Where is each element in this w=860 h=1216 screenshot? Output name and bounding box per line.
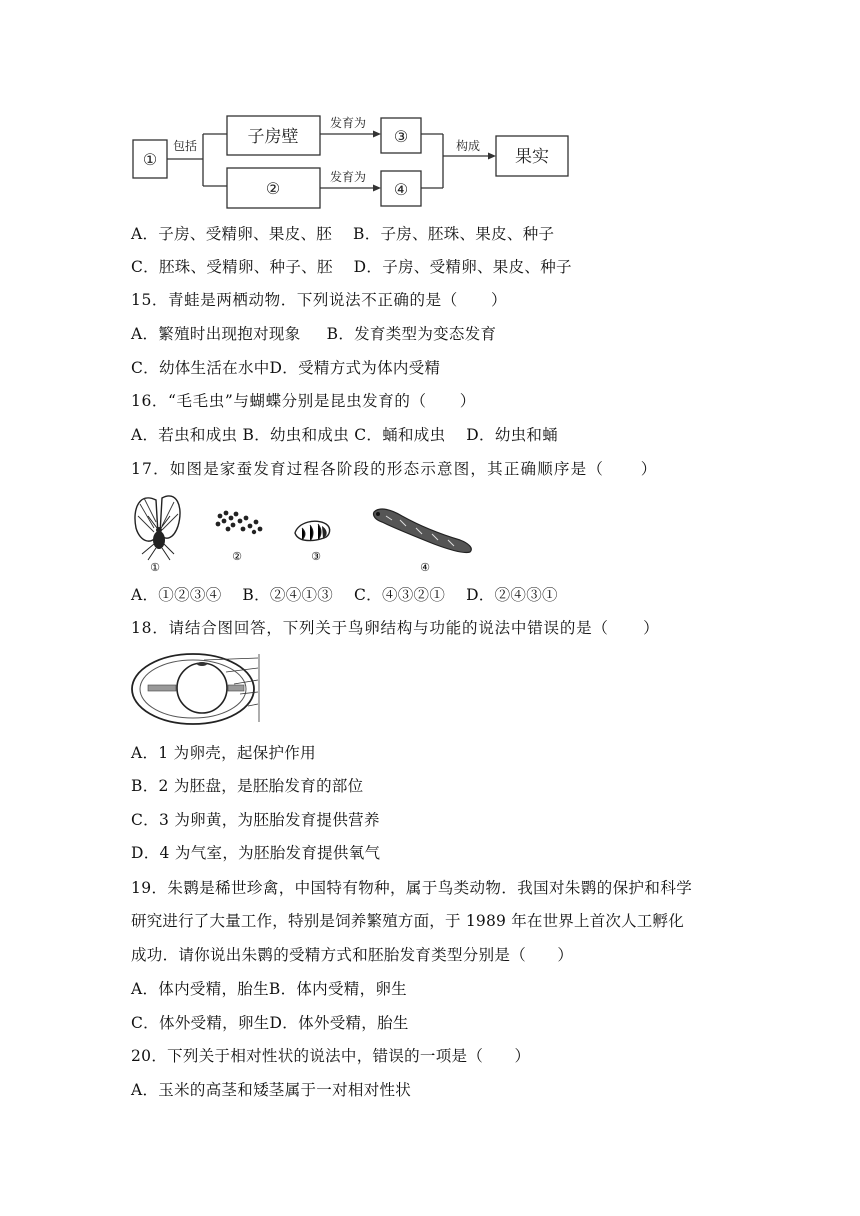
fruit-formation-diagram xyxy=(128,112,573,212)
q17-stem: 17．如图是家蚕发育过程各阶段的形态示意图，其正确顺序是（ ） xyxy=(131,460,658,478)
q18-option-c: C．3 为卵黄，为胚胎发育提供营养 xyxy=(131,811,380,829)
diagram-label-ovary-wall: 子房壁 xyxy=(247,127,299,147)
diagram-label-develops-a: 发育为 xyxy=(329,116,367,130)
q15-options-ab: A．繁殖时出现抱对现象 B．发育类型为变态发育 xyxy=(131,325,497,343)
diagram-label-4: ④ xyxy=(393,180,409,199)
diagram-label-3: ③ xyxy=(393,127,409,146)
q14-options-cd: C．胚珠、受精卵、种子、胚 D．子房、受精卵、果皮、种子 xyxy=(131,258,572,276)
q19-stem-line1: 19．朱鹮是稀世珍禽，中国特有物种，属于鸟类动物．我国对朱鹮的保护和科学 xyxy=(131,879,693,897)
q19-options-ab: A．体内受精，胎生B．体内受精，卵生 xyxy=(131,980,407,998)
q18-option-d: D．4 为气室，为胚胎发育提供氧气 xyxy=(131,844,381,862)
moth-icon xyxy=(135,496,180,560)
figure-label-3: ③ xyxy=(311,550,321,563)
eggs-icon xyxy=(216,511,263,535)
diagram-label-develops-b: 发育为 xyxy=(329,170,367,184)
diagram-label-includes: 包括 xyxy=(172,139,198,153)
q18-option-b: B．2 为胚盘，是胚胎发育的部位 xyxy=(131,777,364,795)
diagram-label-forms: 构成 xyxy=(455,139,481,153)
diagram-label-fruit: 果实 xyxy=(515,147,549,167)
bird-egg-figure xyxy=(130,650,270,730)
figure-label-1: ① xyxy=(150,561,160,574)
q18-option-a: A．1 为卵壳，起保护作用 xyxy=(131,744,316,762)
q14-options-ab: A．子房、受精卵、果皮、胚 B．子房、胚珠、果皮、种子 xyxy=(131,225,555,243)
q19-stem-line2: 研究进行了大量工作，特别是饲养繁殖方面，于 1989 年在世界上首次人工孵化 xyxy=(131,912,684,930)
q16-options: A．若虫和成虫 B．幼虫和成虫 C．蛹和成虫 D．幼虫和蛹 xyxy=(131,426,559,444)
larva-icon xyxy=(373,509,471,552)
q18-stem: 18．请结合图回答，下列关于鸟卵结构与功能的说法中错误的是（ ） xyxy=(131,619,660,637)
q15-stem: 15．青蛙是两栖动物．下列说法不正确的是（ ） xyxy=(131,291,508,309)
q19-options-cd: C．体外受精，卵生D．体外受精，胎生 xyxy=(131,1014,409,1032)
pupa-icon xyxy=(295,521,330,541)
q16-stem: 16．“毛毛虫”与蝴蝶分别是昆虫发育的（ ） xyxy=(131,392,476,410)
figure-label-4: ④ xyxy=(420,561,430,574)
q20-stem: 20．下列关于相对性状的说法中，错误的一项是（ ） xyxy=(131,1047,531,1065)
figure-label-2: ② xyxy=(232,550,242,563)
q20-option-a: A．玉米的高茎和矮茎属于一对相对性状 xyxy=(131,1081,412,1099)
q17-options: A．①②③④ B．②④①③ C．④③②① D．②④③① xyxy=(131,586,558,604)
q19-stem-line3: 成功．请你说出朱鹮的受精方式和胚胎发育类型分别是（ ） xyxy=(131,946,574,964)
diagram-label-2: ② xyxy=(265,179,281,198)
diagram-label-1: ① xyxy=(142,150,158,169)
q15-options-cd: C．幼体生活在水中D．受精方式为体内受精 xyxy=(131,359,441,377)
silkworm-stages-figure xyxy=(130,488,480,574)
